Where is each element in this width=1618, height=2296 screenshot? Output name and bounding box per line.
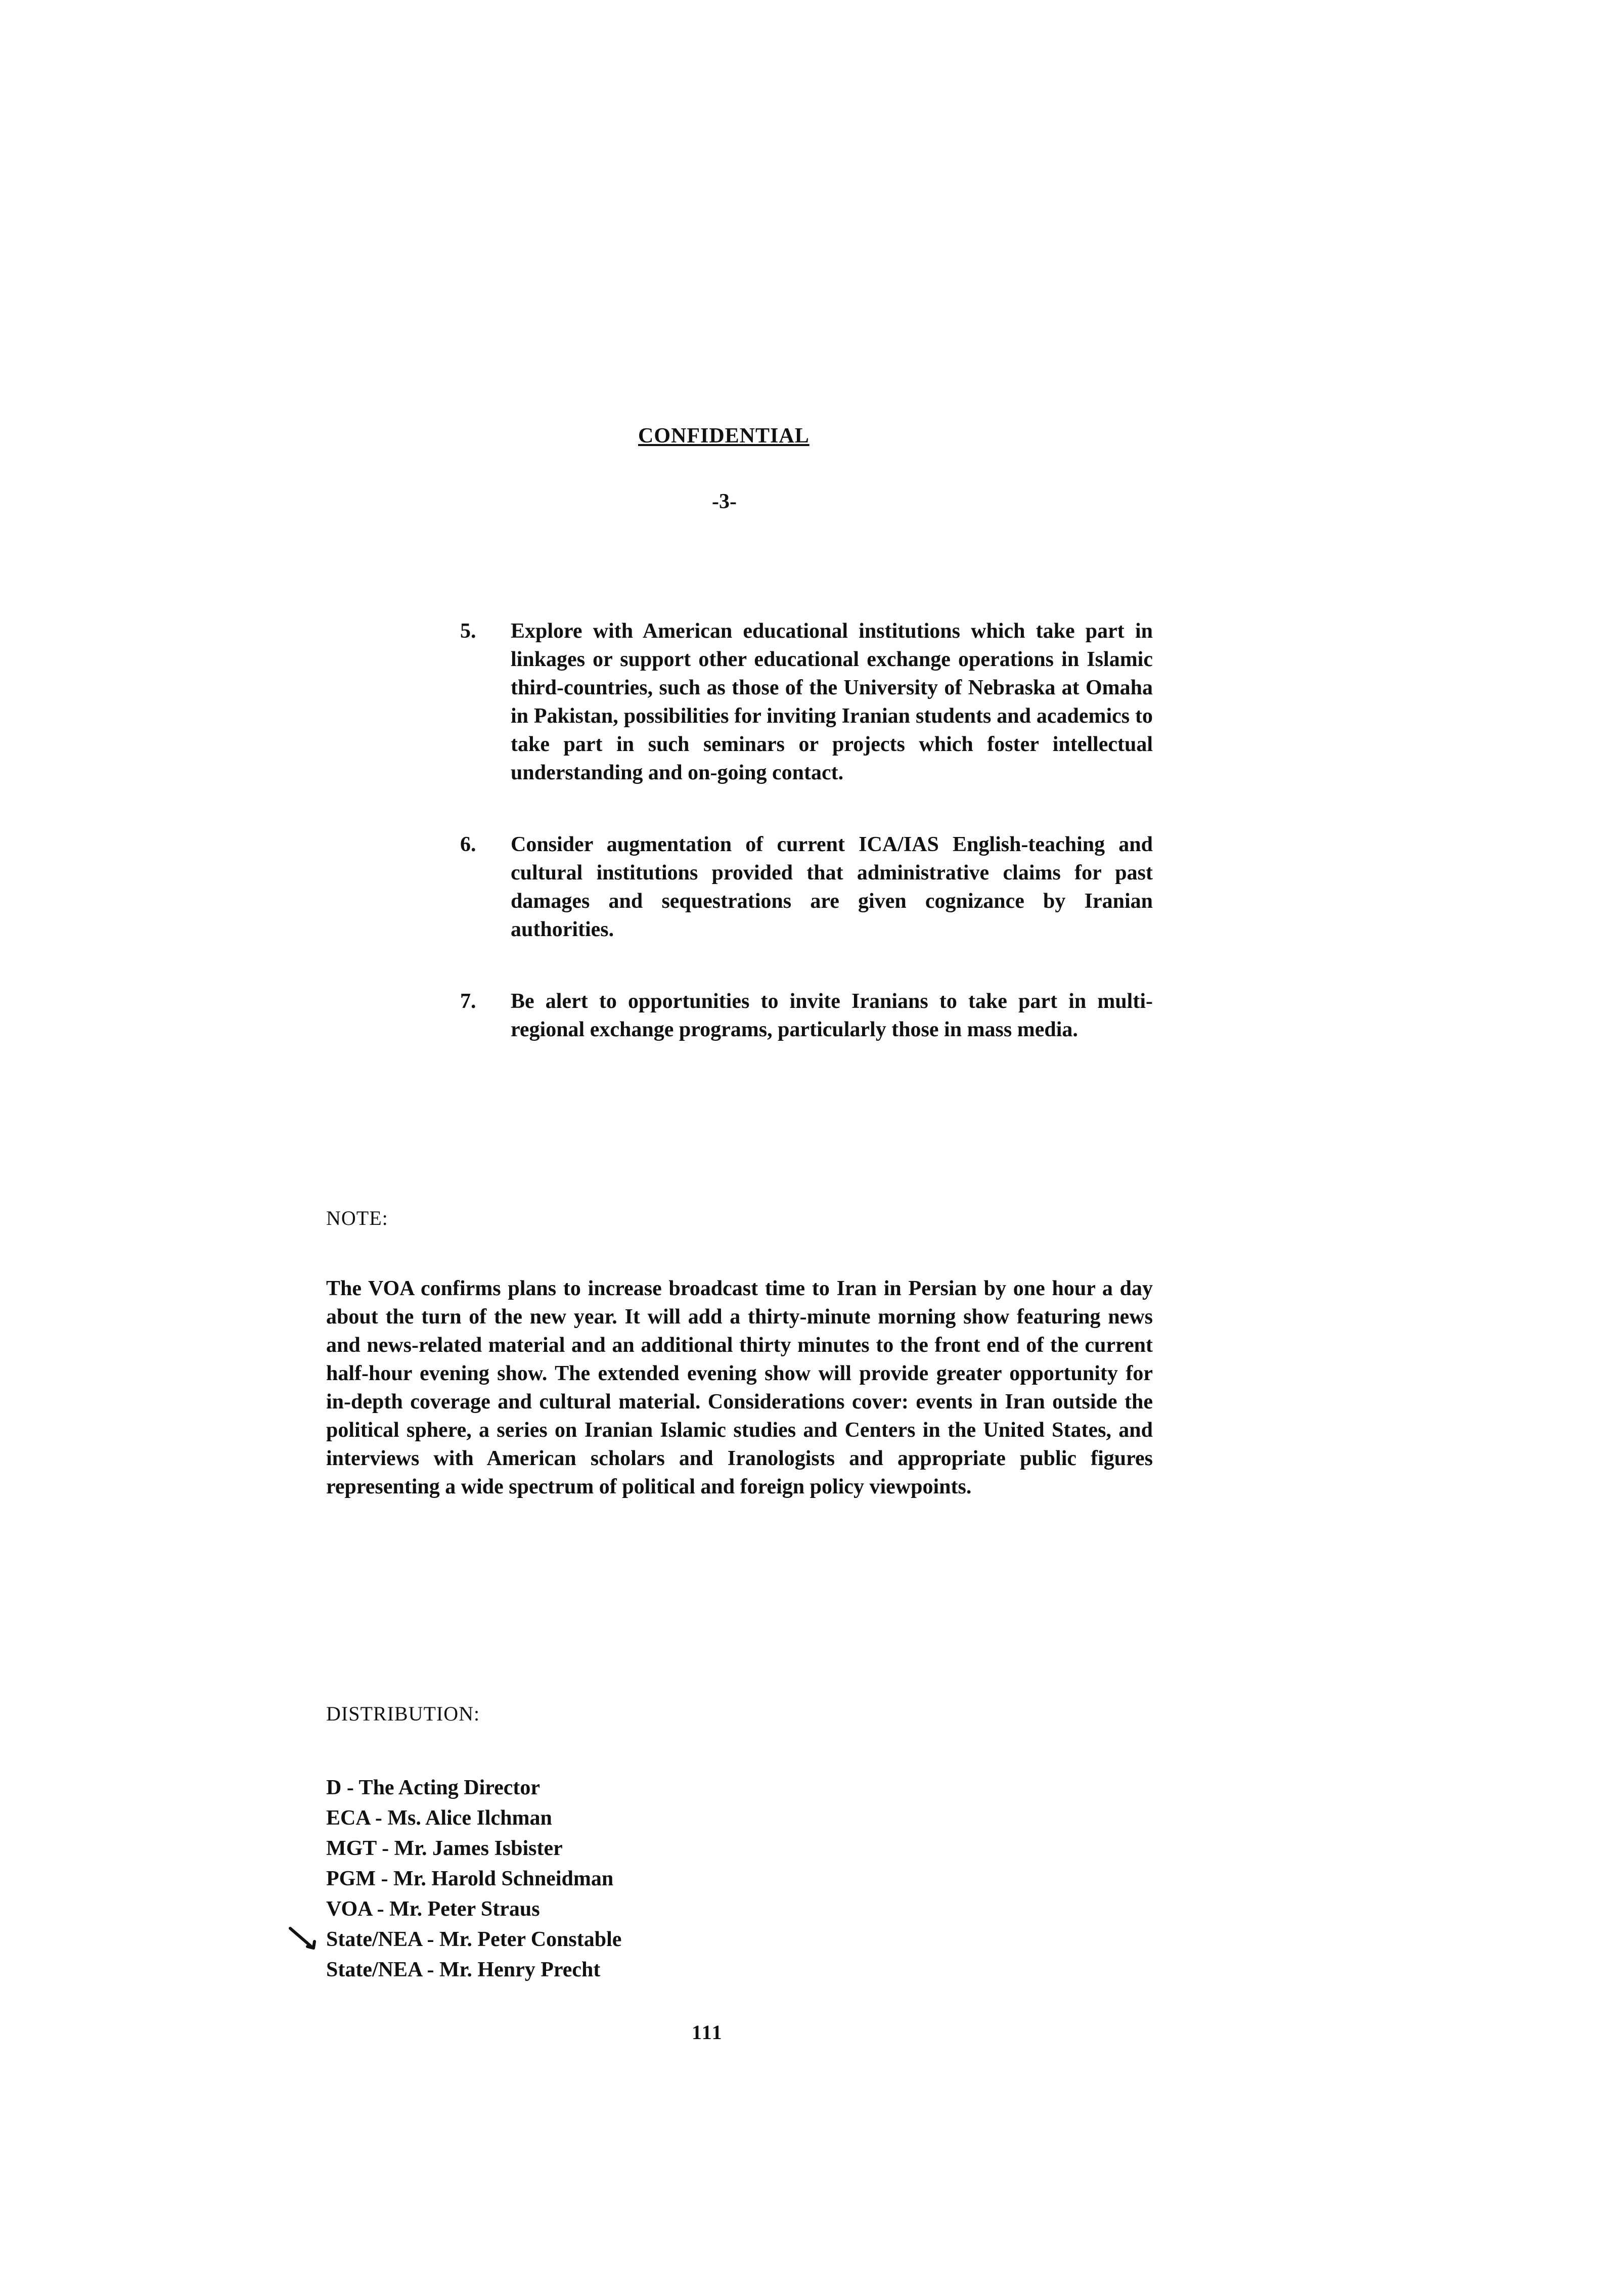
page-number-bottom: 111 <box>692 2021 723 2044</box>
distribution-entry: PGM - Mr. Harold Schneidman <box>326 1867 614 1890</box>
distribution-entry: D - The Acting Director <box>326 1776 541 1799</box>
handwritten-check-icon <box>288 1924 324 1955</box>
numbered-items <box>460 617 1153 1087</box>
list-item <box>460 987 1153 1044</box>
list-item <box>460 617 1153 787</box>
note-paragraph: The VOA confirms plans to increase broadcast time to Iran in Persian by one hour a day about the turn of the new year. It will add a thirty-minute morning show featuring news and news-related material and an additional thirty minutes to the front end of the current half-hour evening show. The extended evening show will provide greater opportunity for in-depth coverage and cultural material. Considerations cover: events in Iran outside the political sphere, a series on Iranian Islamic studies and Centers in the United States, and interviews with American scholars and Iranologists and appropriate public figures representing a wide spectrum of political and foreign policy viewpoints. <box>326 1277 1153 1498</box>
distribution-label: DISTRIBUTION: <box>326 1702 480 1725</box>
item-number: 5. <box>460 620 476 643</box>
note-label: NOTE: <box>326 1207 388 1229</box>
distribution-entry: State/NEA - Mr. Peter Constable <box>326 1928 622 1951</box>
distribution-list <box>326 1773 621 1985</box>
distribution-entry: VOA - Mr. Peter Straus <box>326 1897 540 1921</box>
distribution-entry: State/NEA - Mr. Henry Precht <box>326 1958 601 1981</box>
item-text: Be alert to opportunities to invite Iranians to take part in multi-regional exchange programs, particularly those in mass media. <box>511 990 1153 1041</box>
item-text: Explore with American educational institutions which take part in linkages or support other educational exchange operations in Islamic third-countries, such as those of the University of Nebraska at Omaha in Pakistan, possibilities for inviting Iranian students and academics to take part in such seminars or projects which foster intellectual understanding and on-going contact. <box>511 620 1153 784</box>
item-number: 6. <box>460 833 476 856</box>
distribution-entry: MGT - Mr. James Isbister <box>326 1837 563 1860</box>
list-item <box>460 830 1153 944</box>
item-number: 7. <box>460 990 476 1013</box>
item-text: Consider augmentation of current ICA/IAS English-teaching and cultural institutions provided that administrative claims for past damages and sequestrations are given cognizance by Iranian authorities. <box>511 833 1153 941</box>
page-number-top: -3- <box>712 490 737 513</box>
classification-heading: CONFIDENTIAL <box>638 424 810 448</box>
distribution-entry: ECA - Ms. Alice Ilchman <box>326 1806 552 1830</box>
